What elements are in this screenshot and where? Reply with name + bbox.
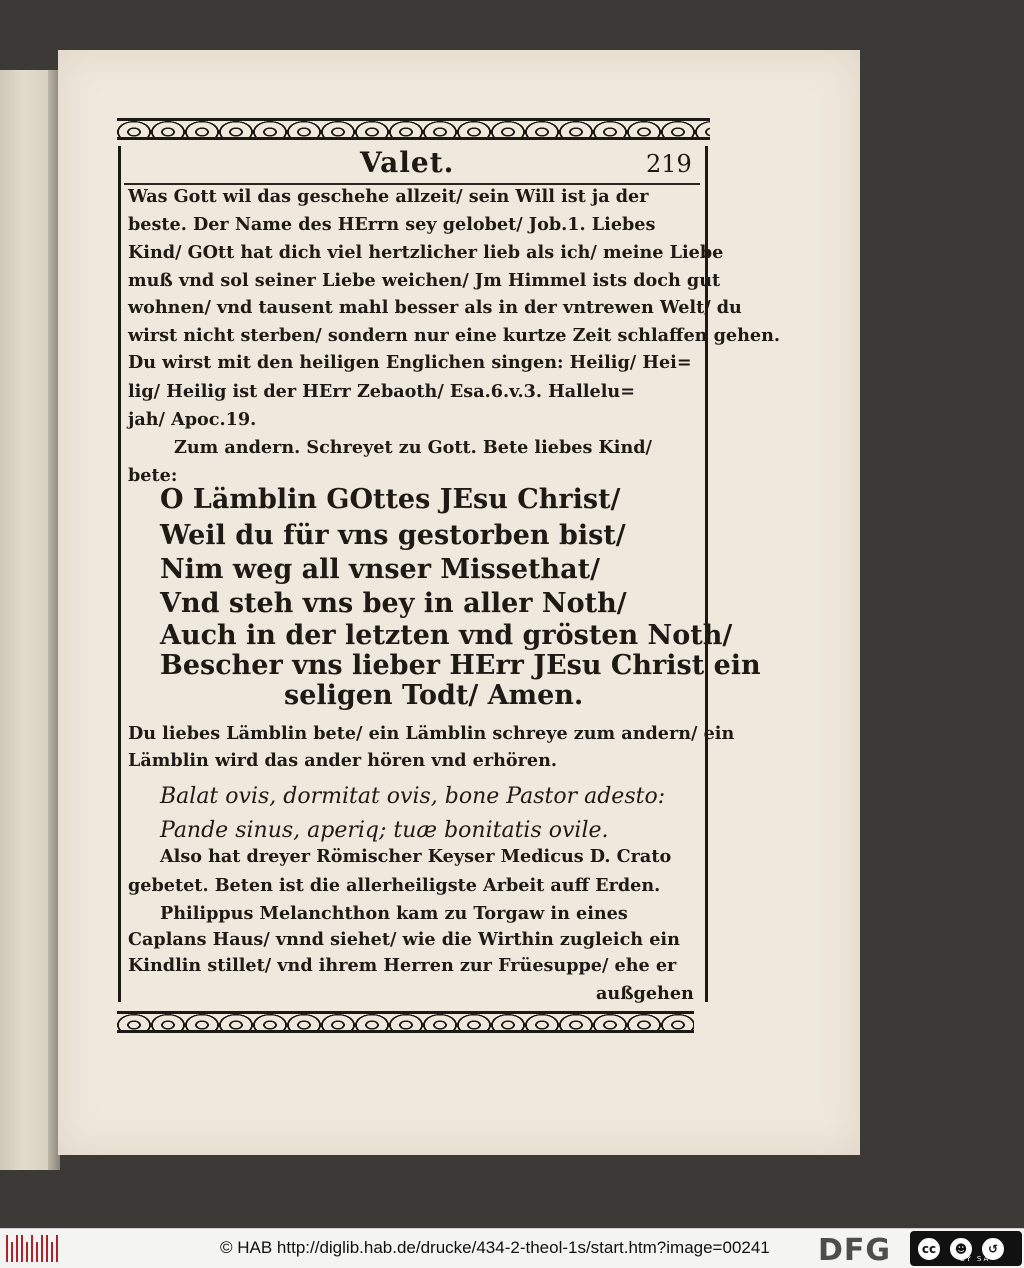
body-line: Was Gott wil das geschehe allzeit/ sein Will ist ja der — [128, 186, 649, 207]
body-line: Caplans Haus/ vnnd siehet/ wie die Wirthin zugleich ein — [128, 929, 680, 950]
verse-line: Vnd steh vns bey in aller Noth/ — [160, 588, 627, 619]
body-line: Du liebes Lämblin bete/ ein Lämblin schreye zum andern/ ein — [128, 723, 735, 744]
ornament-border-bottom — [117, 1011, 694, 1033]
page-number: 219 — [646, 150, 692, 178]
citation-link[interactable]: © HAB http://diglib.hab.de/drucke/434-2-theol-1s/start.htm?image=00241 — [220, 1238, 770, 1257]
verse-line: Auch in der letzten vnd grösten Noth/ — [160, 620, 733, 651]
sa-icon: ↺ — [980, 1236, 1006, 1262]
body-line: wirst nicht sterben/ sondern nur eine kurtze Zeit schlaffen gehen. — [128, 325, 780, 346]
body-line: gebetet. Beten ist die allerheiligste Arbeit auff Erden. — [128, 875, 661, 896]
verse-line: Weil du für vns gestorben bist/ — [160, 520, 626, 551]
section-heading-line: Zum andern. Schreyet zu Gott. Bete liebes Kind/ — [174, 437, 652, 458]
body-line: jah/ Apoc.19. — [128, 409, 257, 430]
by-icon: ☻ — [948, 1236, 974, 1262]
body-line: Lämblin wird das ander hören vnd erhören. — [128, 750, 558, 771]
latin-line: Pande sinus, aperiq; tuæ bonitatis ovile. — [160, 818, 609, 843]
body-line: Philippus Melanchthon kam zu Torgaw in eines — [160, 903, 628, 924]
body-line: beste. Der Name des HErrn sey gelobet/ Job.1. Liebes — [128, 214, 656, 235]
body-line: Kindlin stillet/ vnd ihrem Herren zur Früesuppe/ ehe er — [128, 955, 677, 976]
catchword: außgehen — [596, 983, 694, 1004]
license-badge-text: BY SA — [960, 1255, 991, 1263]
running-title: Valet. — [360, 146, 455, 179]
body-line: lig/ Heilig ist der HErr Zebaoth/ Esa.6.v.3. Hallelu= — [128, 381, 635, 402]
page-stack-edge — [0, 70, 60, 1170]
body-line: muß vnd sol seiner Liebe weichen/ Jm Himmel ists doch gut — [128, 270, 721, 291]
verse-line: Nim weg all vnser Missethat/ — [160, 554, 600, 585]
body-line: Kind/ GOtt hat dich viel hertzlicher lieb als ich/ meine Liebe — [128, 242, 724, 263]
verse-line: O Lämblin GOttes JEsu Christ/ — [160, 484, 621, 515]
latin-line: Balat ovis, dormitat ovis, bone Pastor adesto: — [160, 784, 666, 809]
viewer-footer — [0, 1228, 1024, 1268]
body-line: Du wirst mit den heiligen Englichen singen: Heilig/ Hei= — [128, 352, 692, 373]
body-line: Also hat dreyer Römischer Keyser Medicus D. Crato — [160, 846, 672, 867]
ornament-border-top — [117, 118, 710, 140]
verse-line: Bescher vns lieber HErr JEsu Christ ein — [160, 650, 761, 681]
body-line: wohnen/ vnd tausent mahl besser als in der vntrewen Welt/ du — [128, 297, 742, 318]
body-line: bete: — [128, 465, 178, 486]
dfg-logo[interactable]: DFG — [818, 1233, 892, 1268]
header-rule — [124, 183, 700, 185]
cc-icon: cc — [916, 1236, 942, 1262]
hab-barcode-logo — [6, 1235, 58, 1262]
verse-line: seligen Todt/ Amen. — [284, 680, 584, 711]
